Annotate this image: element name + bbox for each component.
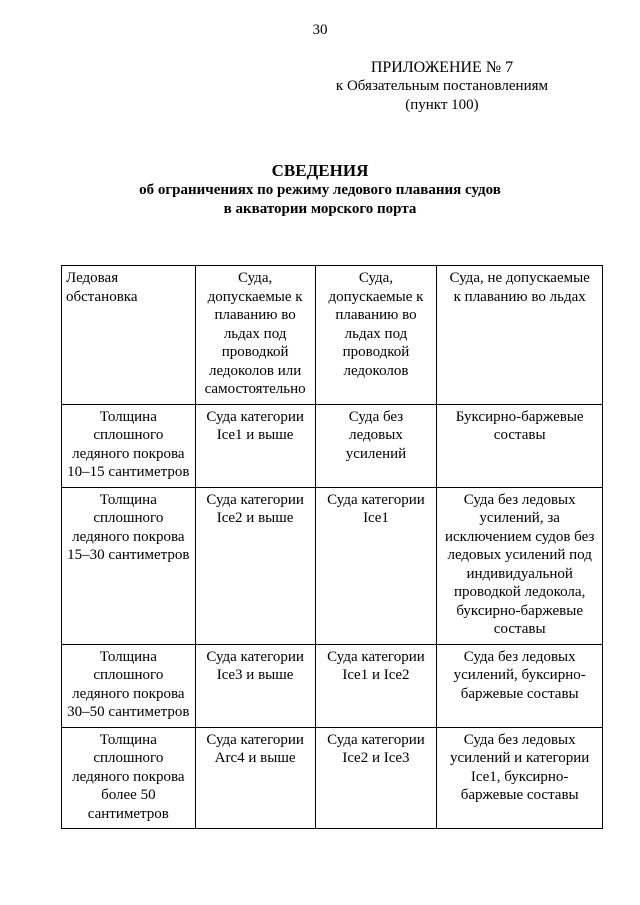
page-number: 30 xyxy=(312,22,328,38)
table-cell: Суда категории Ice2 и выше xyxy=(195,487,315,644)
table-cell: Толщина сплошного ледяного покрова 15–30 сантиметров xyxy=(62,487,196,644)
heading-subtitle-line-2: в акватории морского порта xyxy=(223,201,417,217)
table-cell: Буксирно-баржевые составы xyxy=(437,404,603,487)
table-row xyxy=(62,404,603,487)
table-cell: Суда без ледовых усилений, за исключением судов без ледовых усилений под индивидуальной проводкой ледокола, буксирно-баржевые составы xyxy=(437,487,603,644)
table-row xyxy=(62,644,603,727)
heading-subtitle-line-1: об ограничениях по режиму ледового плавания судов xyxy=(139,182,501,198)
heading-title: СВЕДЕНИЯ xyxy=(271,161,369,180)
table-cell: Суда без ледовых усилений xyxy=(315,404,437,487)
table-cell: Суда категории Ice1 xyxy=(315,487,437,644)
appendix-block xyxy=(336,58,548,115)
header-ships-not-allowed: Суда, не допускаемые к плаванию во льдах xyxy=(437,266,603,405)
table-cell: Суда без ледовых усилений, буксирно- баржевые составы xyxy=(437,644,603,727)
appendix-clause: (пункт 100) xyxy=(405,97,479,113)
header-ice-conditions: Ледовая обстановка xyxy=(62,266,196,405)
table-row xyxy=(62,727,603,829)
table-row xyxy=(62,487,603,644)
appendix-title: ПРИЛОЖЕНИЕ № 7 xyxy=(370,59,514,76)
appendix-reference: к Обязательным постановлениям xyxy=(335,78,548,94)
header-ships-icebreaker-only: Суда, допускаемые к плаванию во льдах под проводкой ледоколов xyxy=(315,266,437,405)
header-ships-icebreaker-or-independent: Суда, допускаемые к плаванию во льдах под проводкой ледоколов или самостоятельно xyxy=(195,266,315,405)
table-cell: Суда категории Ice1 и выше xyxy=(195,404,315,487)
document-heading xyxy=(0,161,640,219)
table-cell: Суда категории Ice1 и Ice2 xyxy=(315,644,437,727)
table-header-row xyxy=(62,266,603,405)
table-cell: Суда категории Ice2 и Ice3 xyxy=(315,727,437,829)
table-cell: Толщина сплошного ледяного покрова 10–15 сантиметров xyxy=(62,404,196,487)
table-cell: Суда категории Ice3 и выше xyxy=(195,644,315,727)
table-cell: Толщина сплошного ледяного покрова 30–50 сантиметров xyxy=(62,644,196,727)
table-cell: Суда без ледовых усилений и категории Ice1, буксирно- баржевые составы xyxy=(437,727,603,829)
ice-restrictions-table xyxy=(61,265,603,829)
table-cell: Толщина сплошного ледяного покрова более 50 сантиметров xyxy=(62,727,196,829)
table-cell: Суда категории Arc4 и выше xyxy=(195,727,315,829)
